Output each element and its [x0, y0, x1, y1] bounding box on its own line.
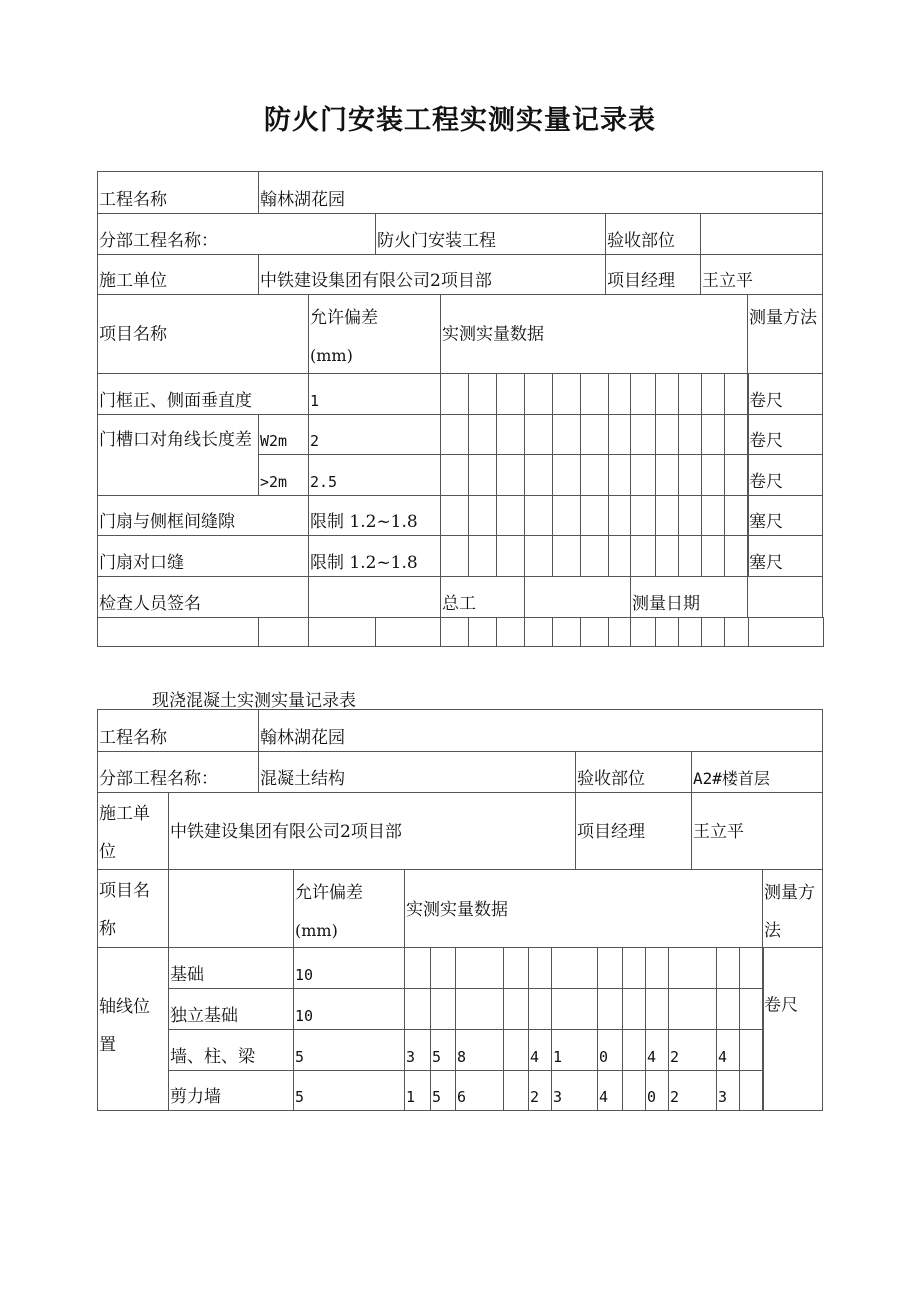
t2-manager-label-text: 项目经理 [577, 822, 645, 842]
t2-row-value-text: 6 [457, 1088, 467, 1106]
t1-grid-cell [655, 454, 679, 496]
t1-grid-cell [608, 535, 631, 577]
t2-row-value [551, 947, 598, 989]
t1-blank-cell [496, 617, 525, 647]
t1-grid-cell [552, 454, 581, 496]
t2-row-name-text: 墙、柱、梁 [170, 1047, 255, 1067]
t2-row-value [430, 988, 456, 1030]
t2-row-value [597, 947, 623, 989]
t1-grid-cell [678, 454, 702, 496]
t2-row-name-text: 剪力墙 [170, 1087, 221, 1107]
t2-row-value [739, 947, 764, 989]
t2-method-text: 卷尺 [764, 995, 798, 1016]
t2-row-value [739, 1070, 764, 1111]
t1-grid-cell [608, 454, 631, 496]
t1-grid-cell [440, 535, 469, 577]
t2-row-value-text: 2 [670, 1088, 680, 1106]
t1-header-item-name-text: 项目名称 [99, 324, 167, 345]
t1-blank-cell [375, 617, 441, 647]
t2-sub-project-label-text: 分部工程名称： [99, 769, 218, 789]
t2-row-value [597, 988, 623, 1030]
t2-row-value [404, 988, 431, 1030]
t1-grid-cell [440, 414, 469, 455]
t2-row-value [404, 947, 431, 989]
t1-inspector-label [97, 576, 309, 618]
t2-acceptance-label [575, 751, 692, 793]
t2-header-item-name-text: 项目名称 [99, 881, 150, 939]
t2-row-value [503, 988, 529, 1030]
t2-row-tol [293, 1029, 405, 1071]
t1-grid-cell [630, 373, 656, 415]
t1-grid-cell [608, 373, 631, 415]
t2-row-value [404, 1070, 431, 1111]
t2-row-value [503, 947, 529, 989]
t1-grid-cell [608, 414, 631, 455]
t1-grid-cell [701, 454, 725, 496]
t2-row-value-text: 4 [599, 1088, 609, 1106]
t1-blank-cell [468, 617, 497, 647]
t1-row2-method-text: 卷尺 [749, 431, 783, 451]
t1-project-name-value [258, 171, 823, 214]
t2-row-value [551, 988, 598, 1030]
t2-contractor-value-text: 中铁建设集团有限公司2项目部 [170, 822, 402, 842]
t2-row-value [455, 947, 504, 989]
t1-grid-cell [580, 454, 609, 496]
t1-grid-cell [724, 495, 749, 536]
t1-chief-label-text: 总工 [442, 594, 476, 614]
t2-row-value-text: 3 [718, 1088, 728, 1106]
t1-grid-cell [724, 535, 749, 577]
t2-row-value [716, 947, 740, 989]
t2-manager-value [691, 792, 823, 870]
t1-grid-cell [440, 495, 469, 536]
t2-row-tol [293, 1070, 405, 1111]
t1-blank-cell [748, 617, 824, 647]
t1-row4-method [747, 495, 823, 536]
t1-blank-cell [630, 617, 656, 647]
t2-row-value [668, 1029, 717, 1071]
t1-blank-cell [440, 617, 469, 647]
t2-row-value [668, 947, 717, 989]
t1-manager-value-text: 王立平 [702, 271, 753, 291]
t1-grid-cell [496, 454, 525, 496]
t2-row-value [645, 1070, 669, 1111]
t1-row4-name-text: 门扇与侧框间缝隙 [99, 512, 235, 532]
t1-row1-method [747, 373, 823, 415]
t1-grid-cell [524, 495, 553, 536]
t2-row-value [716, 1070, 740, 1111]
t2-row-value-text: 2 [530, 1088, 540, 1106]
t2-row-value-text: 1 [553, 1048, 563, 1066]
t2-manager-label [575, 792, 692, 870]
t1-grid-cell [724, 373, 749, 415]
t2-project-name-label [97, 709, 259, 752]
t1-row1-name-text: 门框正、侧面垂直度 [99, 391, 252, 411]
t2-row-value [739, 1029, 764, 1071]
t1-grid-cell [524, 414, 553, 455]
t1-header-tolerance [308, 294, 441, 374]
t1-grid-cell [630, 535, 656, 577]
t2-row-value [455, 988, 504, 1030]
t1-grid-cell [468, 535, 497, 577]
t1-chief-label [440, 576, 525, 618]
t2-row-tol-text: 5 [295, 1048, 305, 1066]
t1-date-value [747, 576, 823, 618]
t1-row2-name-text: 门槽口对角线长度差 [99, 430, 252, 450]
t2-acceptance-value-text: A2#楼首层 [693, 769, 770, 788]
t1-grid-cell [580, 373, 609, 415]
t1-grid-cell [630, 454, 656, 496]
t1-header-method [747, 294, 823, 374]
t1-blank-cell [580, 617, 609, 647]
t1-grid-cell [524, 373, 553, 415]
t1-row3-cond [258, 454, 309, 496]
t1-project-name-label [97, 171, 259, 214]
t2-row-value-text: 4 [647, 1048, 657, 1066]
t2-header-tolerance-text: 允许偏差 [295, 883, 363, 903]
t2-row-name-text: 基础 [170, 965, 204, 985]
t1-grid-cell [496, 535, 525, 577]
t2-row-value [597, 1029, 623, 1071]
t1-grid-cell [552, 373, 581, 415]
t1-blank-cell [678, 617, 702, 647]
t1-manager-label-text: 项目经理 [607, 271, 675, 291]
t2-row-tol-text: 10 [295, 1007, 314, 1025]
t1-blank-cell [524, 617, 553, 647]
t1-row5-method-text: 塞尺 [749, 553, 783, 573]
t2-header-method [762, 869, 823, 948]
t1-row2-tol [308, 414, 441, 455]
t2-row-value-text: 3 [553, 1088, 563, 1106]
t2-row-value [430, 1070, 456, 1111]
t2-row-value [430, 947, 456, 989]
t1-grid-cell [655, 535, 679, 577]
t2-row-value-text: 5 [432, 1048, 442, 1066]
t1-grid-cell [440, 454, 469, 496]
t1-grid-cell [524, 535, 553, 577]
t1-row3-cond-text: >2m [260, 473, 288, 491]
t1-row3-tol [308, 454, 441, 496]
t2-row-tol [293, 988, 405, 1030]
t1-grid-cell [580, 535, 609, 577]
t1-row5-tol-text: 限制 1.2~1.8 [310, 553, 418, 573]
t1-grid-cell [678, 535, 702, 577]
t1-blank-cell [655, 617, 679, 647]
t2-row-value [716, 1029, 740, 1071]
t1-blank-cell [308, 617, 376, 647]
t1-row3-tol-text: 2.5 [310, 473, 338, 491]
t1-grid-cell [468, 414, 497, 455]
t2-row-value-text: 8 [457, 1048, 467, 1066]
t2-acceptance-value [691, 751, 823, 793]
t2-row-name [168, 1070, 294, 1111]
t2-method [762, 947, 823, 1111]
t2-project-name-value-text: 翰林湖花园 [260, 728, 345, 748]
t1-grid-cell [580, 414, 609, 455]
t2-row-value-text: 4 [718, 1048, 728, 1066]
t1-grid-cell [701, 495, 725, 536]
t1-header-item-name [97, 294, 309, 374]
t1-grid-cell [496, 495, 525, 536]
t1-grid-cell [724, 414, 749, 455]
t1-grid-cell [552, 495, 581, 536]
t1-inspector-value [308, 576, 441, 618]
t1-blank-cell [97, 617, 259, 647]
t1-row3-method [747, 454, 823, 496]
t1-header-method-text: 测量方法 [749, 308, 817, 328]
t1-row4-method-text: 塞尺 [749, 512, 783, 532]
t2-row-value [668, 988, 717, 1030]
t1-grid-cell [552, 535, 581, 577]
t1-row5-name [97, 535, 309, 577]
t2-row-tol-text: 10 [295, 966, 314, 984]
t2-contractor-value [168, 792, 576, 870]
t1-grid-cell [701, 535, 725, 577]
t2-group-label [97, 947, 169, 1111]
t2-contractor-label [97, 792, 169, 870]
t1-sub-project-value-text: 防火门安装工程 [377, 231, 496, 251]
t1-grid-cell [655, 495, 679, 536]
t1-grid-cell [468, 495, 497, 536]
t2-row-value [455, 1070, 504, 1111]
t1-grid-cell [655, 373, 679, 415]
t2-manager-value-text: 王立平 [693, 822, 744, 842]
t1-grid-cell [678, 414, 702, 455]
t2-header-tolerance [293, 869, 405, 948]
t2-row-value-text: 0 [599, 1048, 609, 1066]
t1-row2-method [747, 414, 823, 455]
t2-row-value [551, 1029, 598, 1071]
t2-row-value-text: 2 [670, 1048, 680, 1066]
t2-row-name-text: 独立基础 [170, 1006, 238, 1026]
t1-acceptance-value [700, 213, 823, 255]
t2-row-value-text: 5 [432, 1088, 442, 1106]
t2-sub-project-label [97, 751, 259, 793]
t2-row-value-text: 1 [406, 1088, 416, 1106]
t1-grid-cell [678, 373, 702, 415]
t2-group-label-text: 轴线位置 [99, 997, 150, 1055]
t1-sub-project-value [375, 213, 606, 255]
t1-row3-method-text: 卷尺 [749, 472, 783, 492]
t1-inspector-label-text: 检查人员签名 [99, 594, 201, 614]
t1-contractor-label [97, 254, 259, 295]
t1-contractor-label-text: 施工单位 [99, 271, 167, 291]
t1-blank-cell [258, 617, 309, 647]
t2-row-value-text: 4 [530, 1048, 540, 1066]
t2-row-name [168, 1029, 294, 1071]
t2-row-value [528, 988, 552, 1030]
t2-row-value [645, 947, 669, 989]
t1-grid-cell [655, 414, 679, 455]
t1-row2-name [97, 414, 259, 496]
t1-project-name-label-text: 工程名称 [99, 190, 167, 210]
t2-project-name-label-text: 工程名称 [99, 728, 167, 748]
t1-grid-cell [701, 414, 725, 455]
t1-blank-cell [608, 617, 631, 647]
t1-row2-cond [258, 414, 309, 455]
t2-row-value [622, 988, 646, 1030]
page-title: 防火门安装工程实测实量记录表 [264, 105, 656, 136]
t1-header-data-text: 实测实量数据 [442, 324, 544, 345]
t2-row-tol-text: 5 [295, 1088, 305, 1106]
t1-grid-cell [496, 373, 525, 415]
t2-row-name [168, 988, 294, 1030]
t2-row-value [404, 1029, 431, 1071]
t2-row-value [503, 1070, 529, 1111]
t1-blank-cell [701, 617, 725, 647]
t2-row-value [645, 1029, 669, 1071]
t2-row-value [622, 1070, 646, 1111]
t1-grid-cell [468, 454, 497, 496]
t2-header-data [404, 869, 763, 948]
t1-sub-project-label [97, 213, 376, 255]
t1-header-tolerance-unit: (mm) [310, 346, 353, 365]
t1-sub-project-label-text: 分部工程名称： [99, 231, 218, 251]
t1-grid-cell [468, 373, 497, 415]
t2-row-value [645, 988, 669, 1030]
t1-grid-cell [678, 495, 702, 536]
t1-row2-tol-text: 2 [310, 432, 320, 450]
t2-row-value [528, 1029, 552, 1071]
t1-grid-cell [496, 414, 525, 455]
t1-acceptance-label [605, 213, 701, 255]
t1-project-name-value-text: 翰林湖花园 [260, 190, 345, 210]
t1-chief-value [524, 576, 631, 618]
t1-date-label [630, 576, 748, 618]
t2-project-name-value [258, 709, 823, 752]
t2-sub-project-value-text: 混凝土结构 [260, 769, 345, 789]
t2-row-value [455, 1029, 504, 1071]
t1-row5-method [747, 535, 823, 577]
t1-grid-cell [701, 373, 725, 415]
t1-row4-tol [308, 495, 441, 536]
t1-date-label-text: 测量日期 [632, 594, 700, 614]
t2-row-value [528, 1070, 552, 1111]
t1-row4-name [97, 495, 309, 536]
t1-manager-label [605, 254, 701, 295]
t1-row1-tol-text: 1 [310, 392, 320, 410]
t1-row5-name-text: 门扇对口缝 [99, 553, 184, 573]
t1-grid-cell [440, 373, 469, 415]
t2-row-value [739, 988, 764, 1030]
t1-contractor-value-text: 中铁建设集团有限公司2项目部 [260, 271, 492, 291]
t2-row-value [622, 947, 646, 989]
t2-header-tolerance-unit: (mm) [295, 921, 338, 940]
t2-row-value [551, 1070, 598, 1111]
t1-row1-method-text: 卷尺 [749, 391, 783, 411]
t1-blank-cell [552, 617, 581, 647]
t2-header-data-text: 实测实量数据 [406, 899, 508, 920]
t2-row-tol [293, 947, 405, 989]
t1-grid-cell [608, 495, 631, 536]
t2-row-value [430, 1029, 456, 1071]
t2-row-value [716, 988, 740, 1030]
t2-row-value [528, 947, 552, 989]
t2-row-value-text: 0 [647, 1088, 657, 1106]
t1-header-data [440, 294, 748, 374]
t2-row-value-text: 3 [406, 1048, 416, 1066]
t1-header-tolerance-text: 允许偏差 [310, 308, 378, 328]
t1-manager-value [700, 254, 823, 295]
t2-header-item-name [97, 869, 169, 948]
t1-acceptance-label-text: 验收部位 [607, 231, 675, 251]
t2-row-value [668, 1070, 717, 1111]
t1-grid-cell [630, 414, 656, 455]
t2-row-value [622, 1029, 646, 1071]
t1-grid-cell [580, 495, 609, 536]
t1-grid-cell [524, 454, 553, 496]
t1-row4-tol-text: 限制 1.2~1.8 [310, 512, 418, 532]
t2-row-value [503, 1029, 529, 1071]
t2-contractor-label-text: 施工单位 [99, 804, 150, 862]
t2-row-value [597, 1070, 623, 1111]
t1-grid-cell [724, 454, 749, 496]
t2-acceptance-label-text: 验收部位 [577, 769, 645, 789]
t1-row1-name [97, 373, 309, 415]
t1-row2-cond-text: W2m [260, 432, 288, 450]
t2-row-name [168, 947, 294, 989]
t2-header-blank [168, 869, 294, 948]
t2-sub-project-value [258, 751, 576, 793]
t1-contractor-value [258, 254, 606, 295]
t2-header-method-text: 测量方法 [764, 883, 815, 941]
t1-row1-tol [308, 373, 441, 415]
t1-grid-cell [552, 414, 581, 455]
t1-row5-tol [308, 535, 441, 577]
t2-caption: 现浇混凝土实测实量记录表 [152, 691, 356, 711]
t1-grid-cell [630, 495, 656, 536]
t1-blank-cell [724, 617, 749, 647]
